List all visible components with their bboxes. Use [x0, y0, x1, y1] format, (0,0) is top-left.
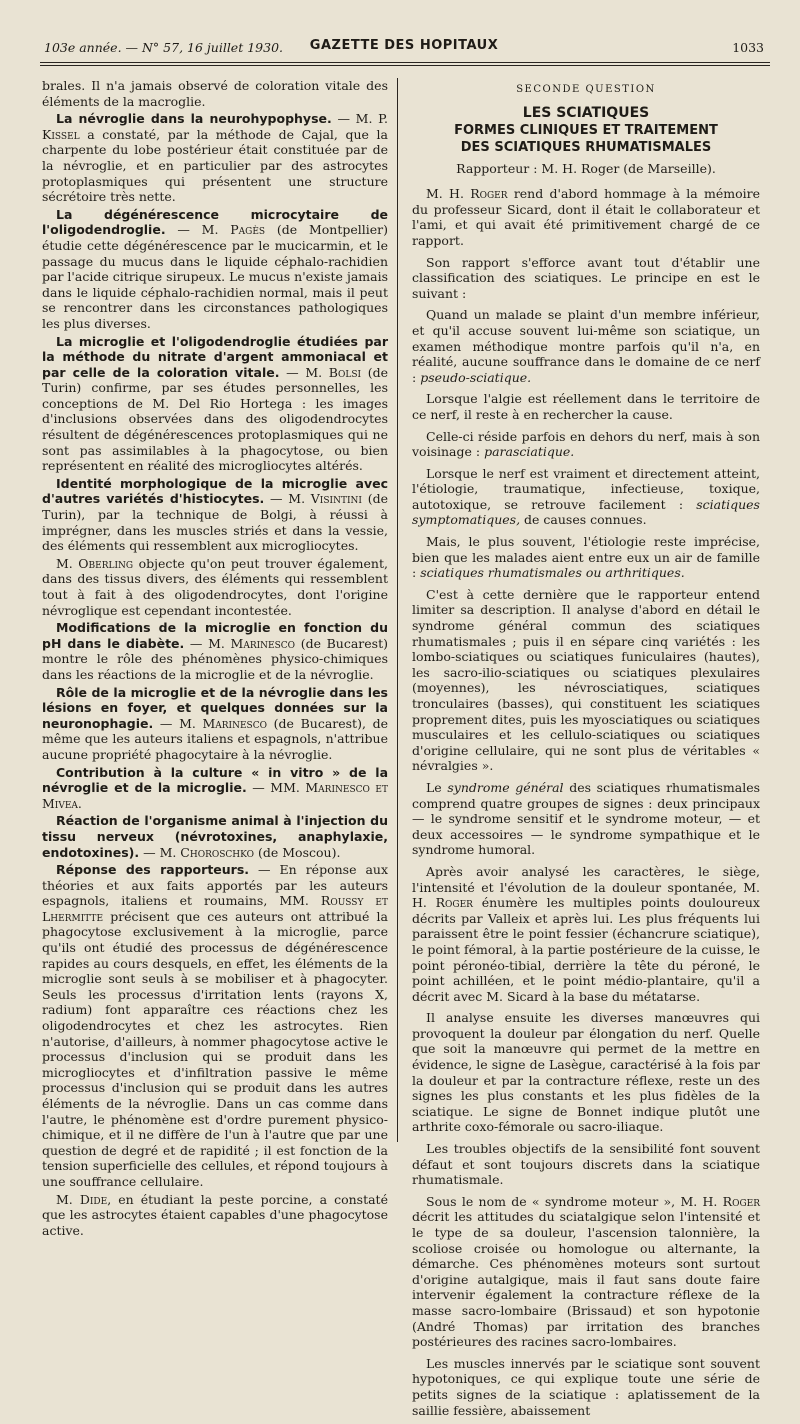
section-text: (de Turin) confirme, par ses études personnelles, les conceptions de M. Del Rio Hortega : les images d'inclusions observées dans des oligodendrocytes résultent de dégénérescences protoplasmiques qui ne sont pas assimilables à la phagocytose, ou bien représentent en réalité des microgliocytes altérés. [42, 364, 389, 474]
author-name: Roger [722, 1193, 760, 1209]
right-column [412, 78, 760, 1424]
text: Le [426, 779, 442, 795]
term: pseudo-sciatique. [420, 369, 532, 385]
text: M. H. [426, 186, 464, 202]
left-column [42, 78, 388, 1240]
text: énumère les multiples points douloureux décrits par Valleix et après lui. Les plus fréquents lui paraissent être le point fessier (échancrure sciatique), le point fémoral, à la partie postérieure de la cuisse, le point péronéo-tibial, derrière la tête du péroné, le point achilléen, et le point médio-plantaire, qu'il a décrit avec M. Sicard à la base du métatarse. [412, 895, 760, 1004]
section-text: (de Moscou). [258, 844, 341, 860]
paragraph [412, 186, 760, 248]
author-name: M. Bolsi [305, 364, 362, 380]
text: Lorsque le nerf est vraiment et directement atteint, l'étiologie, traumatique, infectieuse, toxique, autotoxique, se retrouve facilement : [412, 465, 760, 512]
section-text: (de Bucarest), de même que les auteurs italiens et espagnols, n'attribue aucune propriété phagocytaire à la névroglie. [42, 715, 388, 762]
paragraph [412, 1194, 760, 1350]
author-name: M. Marinesco [208, 635, 296, 651]
paragraph: Il analyse ensuite les diverses manœuvres qui provoquent la douleur par élongation du nerf. Quelle que soit la manœuvre qui permet de la mettre en évidence, le signe de Lasègue, caractérisé à la fois par la douleur et par la contracture réflexe, reste un des signes les plus constants et les plus fidèles de la sciatique. Le signe de Bonnet indique plutôt une arthrite coxo-fémorale ou sacro-iliaque. [412, 1010, 760, 1135]
section-heading: Identité morphologique de la microglie avec d'autres variétés d'histiocytes. [42, 475, 388, 507]
paragraph: C'est à cette dernière que le rapporteur entend limiter sa description. Il analyse d'abord en détail le syndrome général commun des sciatiques rhumatismales ; puis il en sépare cinq variétés : les lombo-sciatiques ou sciatiques funiculaires (hautes), les sacro-ilio-sciatiques ou sciatiques plexulaires (moyennes), les névrosciatiques, sciatiques tronculaires (basses), qui constituent les sciatiques proprement dites, puis les myosciatiques ou sciatiques musculaires et les cellulo-sciatiques ou sciatiques d'origine cellulaire, qui ne sont plus de véritables « névralgies ». [412, 586, 760, 774]
paragraph: Les muscles innervés par le sciatique sont souvent hypotoniques, ce qui explique toute une série de petits signes de la sciatique : aplatissement de la saillie fessière, abaissement [412, 1355, 760, 1418]
article-subtitle-2: DES SCIATIQUES RHUMATISMALES [460, 139, 712, 155]
author-name: M. Pagès [201, 222, 266, 238]
section-heading: Réaction de l'organisme animal à l'injection du tissu nerveux (névrotoxines, anaphylaxie, endotoxines). [42, 813, 388, 860]
paragraph [412, 534, 760, 581]
section-degenerescence: La dégénérescence microcytaire de l'oligodendroglie. — M. Pagès (de Montpellier) étudie cette dégénérescence par le mucicarmin, et le passage du mucus dans le liquide céphalo-rachidien par l'acide citrique sirupeux. Le mucus n'existe jamais dans le liquide céphalo-rachidien normal, mais il peut se rencontrer dans les circonstances pathologiques les plus diverses. [42, 206, 388, 331]
section-heading: Rôle de la microglie et de la névroglie dans les lésions en foyer, et quelques données sur la neuronophagie. [42, 684, 388, 731]
section-oberling [42, 556, 388, 618]
page-number: 1033 [732, 40, 764, 55]
section-text: objecte qu'on peut trouver également, dans des tissus divers, des éléments qui ressemblent tout à fait à des oligodendrocytes, dont l'origine névroglique est cependant incontestée. [42, 555, 388, 618]
author-name: M. Visintini [288, 491, 362, 507]
text: des sciatiques rhumatismales comprend quatre groupes de signes : deux principaux — le syndrome sensitif et le syndrome moteur, — et deux accessoires — le syndrome sympathique et le syndrome humoral. [412, 779, 761, 858]
article-subtitle: FORMES CLINIQUES ET TRAITEMENT [454, 122, 718, 138]
section-reaction: Réaction de l'organisme animal à l'injection du tissu nerveux (névrotoxines, anaphylaxie, endotoxines). — M. Choroschko (de Moscou). [42, 813, 388, 860]
rapporteur-line: Rapporteur : M. H. Roger (de Marseille). [456, 160, 716, 176]
paragraph: Les troubles objectifs de la sensibilité font souvent défaut et sont toujours discrets dans la sciatique rhumatismale. [412, 1141, 760, 1188]
section-text: précisent que ces auteurs ont attribué la phagocytose exclusivement à la microglie, parce qu'ils ont étudié des processus de dégénérescence rapides au cours desquels, en effet, les éléments de la microglie sont seuls à se mobiliser et à phagocyter. Seuls les processus d'irritation lents (rayons X, radium) font apparaître ces réactions chez les oligodendrocytes et chez les astrocytes. Rien n'autorise, d'ailleurs, à nommer phagocytose active le processus d'inclusion qui se produit dans les microgliocytes et d'infiltration passive le même processus d'inclusion qui se produit dans les autres éléments de la névroglie. Dans un cas comme dans l'autre, le phénomène est d'ordre purement physico-chimique, et il ne diffère de l'un à l'autre que par une question de degré et de rapidité ; il est fonction de la tension superficielle des cellules, et répond toujours à une souffrance cellulaire. [42, 908, 388, 1189]
term: sciatiques rhumatismales ou arthritiques. [420, 565, 685, 581]
text: de causes connues. [524, 512, 647, 528]
section-role: Rôle de la microglie et de la névroglie dans les lésions en foyer, et quelques données sur la neuronophagie. — M. Marinesco (de Bucarest), de même que les auteurs italiens et espagnols, n'attribue aucune propriété phagocytaire à la névroglie. [42, 684, 388, 762]
column-divider [397, 78, 398, 1142]
section-heading: Modifications de la microglie en fonction du pH dans le diabète. [42, 620, 388, 651]
author-name: M. Marinesco [179, 715, 267, 731]
issue-line: 103e année. — N° 57, 16 juillet 1930. [44, 40, 283, 55]
author-name: Roger [435, 895, 473, 911]
header-rule [40, 62, 770, 63]
section-text: (de Bucarest) montre le rôle des phénomènes physico-chimiques dans les réactions de la microglie et de la névroglie. [42, 635, 388, 682]
term: syndrome général [447, 779, 564, 795]
section-reponse: Réponse des rapporteurs. — En réponse aux théories et aux faits apportés par les auteurs espagnols, italiens et roumains, MM. Roussy et Lhermitte précisent que ces auteurs ont attribué la phagocytose exclusivement à la microglie, parce qu'ils ont étudié des processus de dégénérescence rapides au cours desquels, en effet, les éléments de la microglie sont seuls à se mobiliser et à phagocyter. Seuls les processus d'irritation lents (rayons X, radium) font apparaître ces réactions chez les oligodendrocytes et chez les astrocytes. Rien n'autorise, d'ailleurs, à nommer phagocytose active le processus d'inclusion qui se produit dans les microgliocytes et d'infiltration passive le même processus d'inclusion qui se produit dans les autres éléments de la névroglie. Dans un cas comme dans l'autre, le phénomène est d'ordre purement physico-chimique, et il ne diffère de l'un à l'autre que par une question de degré et de rapidité ; il est fonction de la tension superficielle des cellules, et répond toujours à une souffrance cellulaire. [42, 862, 389, 1189]
author-name: M. P. Kissel [42, 111, 388, 142]
section-identite: Identité morphologique de la microglie avec d'autres variétés d'histiocytes. — M. Visintini (de Turin), par la technique de Bolgi, à réussi à imprégner, dans les muscles striés et dans la vessie, des éléments qui ressemblent aux microgliocytes. [42, 475, 388, 554]
section-culture: Contribution à la culture « in vitro » de la névroglie et de la microglie. — MM. Marinesco et Mivea. [42, 764, 388, 811]
text: Celle-ci réside parfois en dehors du nerf, mais à son voisinage : [412, 428, 760, 460]
section-text: (de Montpellier) étudie cette dégénérescence par le mucicarmin, et le passage du mucus dans le liquide céphalo-rachidien par l'acide citrique sirupeux. Le mucus n'existe jamais dans le liquide céphalo-rachidien normal, mais il peut se rencontrer dans les circonstances pathologiques les plus diverses. [42, 222, 388, 331]
section-text: en étudiant la peste porcine, a constaté que les astrocytes étaient capables d'une phagocytose active. [42, 1191, 388, 1238]
author-name: M. Dide, [56, 1191, 112, 1207]
text: Quand un malade se plaint d'un membre inférieur, et qu'il accuse souvent lui-même son sciatique, un examen méthodique montre parfois qu'il n'a, en réalité, aucune souffrance dans le domaine de ce nerf : [412, 307, 760, 385]
section-text: En réponse aux théories et aux faits apportés par les auteurs espagnols, italiens et roumains, MM. [42, 862, 389, 909]
paragraph [412, 429, 760, 460]
text: Sous le nom de « syndrome moteur », M. H. [426, 1193, 718, 1209]
section-heading: Réponse des rapporteurs. [56, 862, 250, 878]
paragraph [412, 466, 760, 528]
paragraph: brales. Il n'a jamais observé de coloration vitale des éléments de la macroglie. [42, 78, 388, 109]
paragraph [412, 780, 760, 858]
paragraph [412, 864, 760, 1004]
author-name: Roger [470, 186, 508, 202]
text: Après avoir analysé les caractères, le siège, l'intensité et l'évolution de la douleur spontanée, M. H. [412, 863, 760, 911]
author-name: M. Choroschko [159, 844, 255, 860]
article-title: LES SCIATIQUES [522, 104, 650, 121]
paragraph [412, 307, 760, 385]
section-text: a constaté, par la méthode de Cajal, que la charpente du lobe postérieur était constituée par de la névroglie, et en particulier par des astrocytes protoplasmiques qui présentent une structure sécrétoire très nette. [42, 126, 388, 205]
text: décrit les attitudes du sciatalgique selon l'intensité et le type de sa douleur, l'ascension talonnière, la scoliose croisée ou homologue ou alternante, la démarche. Ces phénomènes moteurs sont surtout d'origine autalgique, mais il faut sans doute faire intervenir également la contracture réflexe de la masse sacro-lombaire (Brissaud) et son hypotonie (André Thomas) par irritation des branches postérieures des racines sacro-lombaires. [412, 1209, 760, 1350]
author-name: Roussy et Lhermitte [42, 893, 388, 924]
section-heading: La microglie et l'oligodendroglie étudiées par la méthode du nitrate d'argent ammoniacal et par celle de la coloration vitale. [42, 333, 388, 380]
text: Mais, le plus souvent, l'étiologie reste imprécise, bien que les malades aient entre eux un air de famille : [412, 534, 760, 581]
text: rend d'abord hommage à la mémoire du professeur Sicard, dont il était le collaborateur et l'ami, et qui avait été primitivement chargé de ce rapport. [412, 186, 761, 248]
paragraph: Lorsque l'algie est réellement dans le territoire de ce nerf, il reste à en rechercher la cause. [412, 391, 760, 422]
question-label: SECONDE QUESTION [516, 84, 656, 95]
section-heading: La dégénérescence microcytaire de l'oligodendroglie. [42, 206, 388, 238]
section-dide [42, 1192, 388, 1239]
page-header [44, 36, 764, 62]
author-name: MM. Marinesco et Mivea. [42, 780, 388, 811]
header-rule-second [40, 65, 770, 66]
section-heading: Contribution à la culture « in vitro » de la névroglie et de la microglie. [42, 764, 388, 796]
section-ph: Modifications de la microglie en fonction du pH dans le diabète. — M. Marinesco (de Bucarest) montre le rôle des phénomènes physico-chimiques dans les réactions de la microglie et de la névroglie. [42, 620, 388, 682]
section-heading: La névroglie dans la neurohypophyse. [56, 111, 332, 127]
section-neurohypophyse: La névroglie dans la neurohypophyse. — M. P. Kissel a constaté, par la méthode de Cajal, que la charpente du lobe postérieur était constituée par de la névroglie, et en particulier par des astrocytes protoplasmiques qui présentent une structure sécrétoire très nette. [42, 111, 388, 205]
author-name: M. Oberling [56, 555, 134, 571]
paragraph: Son rapport s'efforce avant tout d'établir une classification des sciatiques. Le principe en est le suivant : [412, 254, 760, 301]
section-text: (de Turin), par la technique de Bolgi, à réussi à imprégner, dans les muscles striés et dans la vessie, des éléments qui ressemblent aux microgliocytes. [42, 491, 388, 554]
term: sciatiques symptomatiques, [412, 496, 760, 528]
journal-title: GAZETTE DES HOPITAUX [309, 38, 499, 53]
section-microglie-nitrate: La microglie et l'oligodendroglie étudiées par la méthode du nitrate d'argent ammoniacal et par celle de la coloration vitale. — M. Bolsi (de Turin) confirme, par ses études personnelles, les conceptions de M. Del Rio Hortega : les images d'inclusions observées dans des oligodendrocytes résultent de dégénérescences protoplasmiques qui ne sont pas assimilables à la phagocytose, ou bien représentent en réalité des microgliocytes altérés. [42, 333, 389, 474]
term: parasciatique. [484, 444, 575, 460]
